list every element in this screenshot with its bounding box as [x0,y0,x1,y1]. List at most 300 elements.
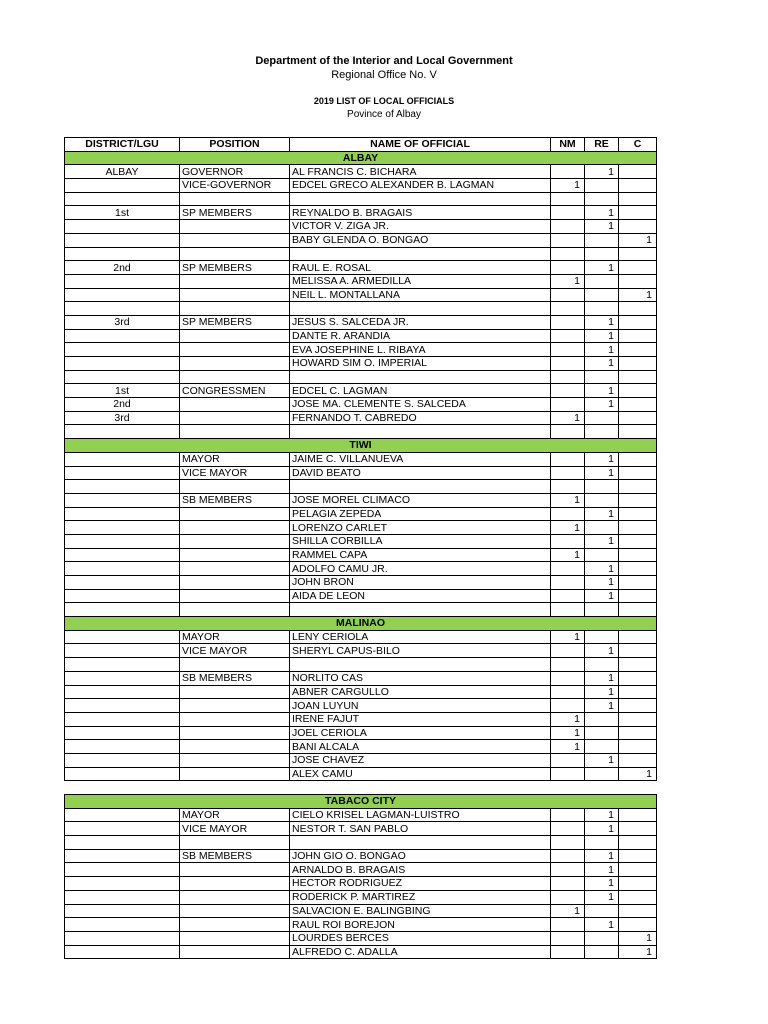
cell-name [290,192,551,206]
cell-name: DAVID BEATO [290,466,551,480]
cell-nm [551,644,585,658]
column-header-name: NAME OF OFFICIAL [290,138,551,152]
cell-district [65,220,180,234]
cell-position [180,343,290,357]
cell-re: 1 [585,534,619,548]
cell-nm [551,343,585,357]
cell-c [619,589,657,603]
cell-district: 2nd [65,398,180,412]
cell-position: SP MEMBERS [180,206,290,220]
table-row [65,671,657,685]
cell-re [585,658,619,672]
cell-re: 1 [585,329,619,343]
cell-re: 1 [585,644,619,658]
table-row [65,822,657,836]
table-row [65,576,657,590]
cell-name: ALFREDO C. ADALLA [290,945,551,959]
cell-name: JOSE MA. CLEMENTE S. SALCEDA [290,398,551,412]
cell-re [585,548,619,562]
cell-c [619,507,657,521]
cell-nm: 1 [551,274,585,288]
cell-re [585,931,619,945]
cell-name: ALEX CAMU [290,767,551,781]
table-row [65,548,657,562]
cell-position [180,192,290,206]
cell-c [619,480,657,494]
cell-re: 1 [585,589,619,603]
cell-position [180,576,290,590]
table-row [65,521,657,535]
cell-name: RAUL E. ROSAL [290,261,551,275]
cell-nm [551,822,585,836]
cell-nm [551,918,585,932]
table-row [65,931,657,945]
cell-position [180,658,290,672]
cell-name: AL FRANCIS C. BICHARA [290,165,551,179]
table-row [65,849,657,863]
cell-name: AIDA DE LEON [290,589,551,603]
cell-nm [551,576,585,590]
table-row [65,493,657,507]
cell-c [619,562,657,576]
cell-district [65,302,180,316]
cell-re [585,274,619,288]
cell-district [65,288,180,302]
cell-district [65,179,180,193]
section-header-row [65,439,657,453]
cell-position [180,740,290,754]
cell-nm [551,877,585,891]
cell-district [65,753,180,767]
cell-name [290,370,551,384]
cell-c [619,493,657,507]
cell-nm [551,247,585,261]
cell-c: 1 [619,931,657,945]
cell-position: SB MEMBERS [180,493,290,507]
cell-c: 1 [619,233,657,247]
table-row [65,808,657,822]
cell-nm: 1 [551,521,585,535]
cell-name [290,603,551,617]
cell-nm [551,398,585,412]
cell-re: 1 [585,507,619,521]
cell-district [65,548,180,562]
cell-name: JOSE MOREL CLIMACO [290,493,551,507]
cell-nm [551,384,585,398]
cell-district: 2nd [65,261,180,275]
table-row [65,192,657,206]
cell-district [65,863,180,877]
cell-re [585,630,619,644]
cell-re: 1 [585,699,619,713]
cell-position [180,370,290,384]
cell-c [619,699,657,713]
cell-c [619,849,657,863]
cell-name: NEIL L. MONTALLANA [290,288,551,302]
cell-re [585,247,619,261]
cell-position: MAYOR [180,808,290,822]
section-label: TIWI [65,439,657,453]
cell-position [180,589,290,603]
cell-c [619,658,657,672]
cell-c [619,603,657,617]
cell-name: ARNALDO B. BRAGAIS [290,863,551,877]
cell-re: 1 [585,822,619,836]
cell-c: 1 [619,767,657,781]
cell-position: GOVERNOR [180,165,290,179]
cell-c [619,411,657,425]
cell-c [619,685,657,699]
column-header-district: DISTRICT/LGU [65,138,180,152]
cell-nm [551,849,585,863]
cell-position [180,411,290,425]
cell-name: CIELO KRISEL LAGMAN-LUISTRO [290,808,551,822]
table-row [65,480,657,494]
cell-nm [551,685,585,699]
cell-nm: 1 [551,630,585,644]
cell-district [65,644,180,658]
cell-position [180,425,290,439]
cell-position [180,904,290,918]
cell-position [180,562,290,576]
cell-position [180,877,290,891]
cell-name: JAIME C. VILLANUEVA [290,452,551,466]
cell-c [619,671,657,685]
cell-position [180,685,290,699]
cell-name: RAMMEL CAPA [290,548,551,562]
table-row [65,726,657,740]
cell-position [180,288,290,302]
table-row [65,261,657,275]
cell-re [585,836,619,850]
section-header-row [65,795,657,809]
cell-district [65,849,180,863]
cell-c [619,329,657,343]
cell-nm [551,370,585,384]
cell-nm: 1 [551,411,585,425]
table-body [65,151,657,959]
cell-name: RODERICK P. MARTIREZ [290,890,551,904]
cell-c [619,726,657,740]
section-header-row [65,151,657,165]
cell-name: BANI ALCALA [290,740,551,754]
cell-position: MAYOR [180,452,290,466]
cell-c [619,534,657,548]
cell-c: 1 [619,288,657,302]
cell-position [180,699,290,713]
table-row [65,918,657,932]
cell-position [180,918,290,932]
cell-re: 1 [585,165,619,179]
cell-nm: 1 [551,904,585,918]
cell-re: 1 [585,357,619,371]
cell-name: RAUL ROI BOREJON [290,918,551,932]
cell-nm [551,425,585,439]
table-row [65,452,657,466]
section-label: MALINAO [65,617,657,631]
cell-district [65,576,180,590]
cell-name: LOURDES BERCES [290,931,551,945]
table-row [65,712,657,726]
cell-nm [551,589,585,603]
cell-position [180,726,290,740]
cell-re [585,411,619,425]
cell-re [585,712,619,726]
cell-name: JOHN BRON [290,576,551,590]
cell-c [619,452,657,466]
cell-nm [551,603,585,617]
cell-district [65,877,180,891]
cell-position: VICE-GOVERNOR [180,179,290,193]
cell-c [619,630,657,644]
cell-re [585,302,619,316]
cell-c [619,370,657,384]
cell-nm: 1 [551,726,585,740]
cell-c [619,890,657,904]
cell-district [65,357,180,371]
cell-re: 1 [585,466,619,480]
cell-c [619,398,657,412]
cell-position: VICE MAYOR [180,466,290,480]
cell-re [585,726,619,740]
cell-c [619,425,657,439]
section-header-row [65,617,657,631]
cell-name: BABY GLENDA O. BONGAO [290,233,551,247]
cell-name: NORLITO CAS [290,671,551,685]
cell-district [65,671,180,685]
table-row [65,507,657,521]
cell-c [619,302,657,316]
table-row [65,466,657,480]
cell-nm [551,261,585,275]
cell-re: 1 [585,206,619,220]
cell-c [619,877,657,891]
cell-nm [551,480,585,494]
cell-name: IRENE FAJUT [290,712,551,726]
cell-district [65,274,180,288]
table-row [65,589,657,603]
cell-nm [551,658,585,672]
cell-c [619,384,657,398]
cell-re: 1 [585,576,619,590]
cell-position: VICE MAYOR [180,644,290,658]
cell-position: CONGRESSMEN [180,384,290,398]
cell-re [585,740,619,754]
cell-district [65,904,180,918]
cell-c [619,261,657,275]
cell-name: FERNANDO T. CABREDO [290,411,551,425]
cell-re [585,603,619,617]
table-row [65,302,657,316]
cell-nm [551,699,585,713]
cell-district [65,630,180,644]
cell-c [619,165,657,179]
cell-name: JOHN GIO O. BONGAO [290,849,551,863]
cell-district [65,370,180,384]
table-row [65,233,657,247]
cell-re: 1 [585,315,619,329]
cell-district [65,808,180,822]
cell-district [65,931,180,945]
cell-name: VICTOR V. ZIGA JR. [290,220,551,234]
cell-name: JOEL CERIOLA [290,726,551,740]
column-header-c: C [619,138,657,152]
cell-position [180,220,290,234]
cell-district [65,712,180,726]
cell-c [619,863,657,877]
cell-district [65,589,180,603]
cell-c [619,179,657,193]
section-label: ALBAY [65,151,657,165]
cell-position [180,863,290,877]
cell-name: HOWARD SIM O. IMPERIAL [290,357,551,371]
cell-c [619,822,657,836]
cell-district: 3rd [65,315,180,329]
cell-district: 1st [65,206,180,220]
table-row [65,398,657,412]
cell-name: DANTE R. ARANDIA [290,329,551,343]
cell-c: 1 [619,945,657,959]
table-row [65,562,657,576]
cell-position: SB MEMBERS [180,671,290,685]
cell-re [585,945,619,959]
cell-name: SHERYL CAPUS-BILO [290,644,551,658]
cell-re: 1 [585,220,619,234]
cell-re [585,521,619,535]
cell-re: 1 [585,849,619,863]
cell-name: MELISSA A. ARMEDILLA [290,274,551,288]
cell-name: EDCEL GRECO ALEXANDER B. LAGMAN [290,179,551,193]
cell-re [585,493,619,507]
cell-position [180,548,290,562]
cell-re: 1 [585,808,619,822]
cell-district [65,507,180,521]
cell-re: 1 [585,685,619,699]
cell-c [619,521,657,535]
cell-re: 1 [585,562,619,576]
table-row [65,877,657,891]
cell-name [290,425,551,439]
table-row [65,863,657,877]
cell-position [180,767,290,781]
cell-re: 1 [585,877,619,891]
table-row [65,384,657,398]
cell-name: ADOLFO CAMU JR. [290,562,551,576]
cell-district [65,740,180,754]
cell-district [65,493,180,507]
cell-nm: 1 [551,740,585,754]
cell-nm [551,562,585,576]
cell-nm: 1 [551,548,585,562]
cell-name: JOSE CHAVEZ [290,753,551,767]
cell-c [619,548,657,562]
cell-nm [551,192,585,206]
cell-position [180,712,290,726]
cell-name: SALVACION E. BALINGBING [290,904,551,918]
table-row [65,945,657,959]
cell-district [65,822,180,836]
table-row [65,343,657,357]
cell-c [619,206,657,220]
cell-name: EDCEL C. LAGMAN [290,384,551,398]
cell-name: JOAN LUYUN [290,699,551,713]
cell-c [619,315,657,329]
cell-re: 1 [585,918,619,932]
cell-re [585,179,619,193]
cell-nm [551,836,585,850]
cell-district [65,343,180,357]
cell-position [180,302,290,316]
province-name: Povince of Albay [347,109,421,120]
table-row [65,288,657,302]
cell-district [65,329,180,343]
table-row [65,329,657,343]
cell-c [619,836,657,850]
table-row [65,165,657,179]
cell-name: PELAGIA ZEPEDA [290,507,551,521]
cell-c [619,904,657,918]
cell-district [65,192,180,206]
table-row [65,904,657,918]
office-name: Regional Office No. V [331,69,437,81]
cell-nm [551,753,585,767]
cell-c [619,343,657,357]
cell-position [180,931,290,945]
cell-re: 1 [585,384,619,398]
cell-position [180,357,290,371]
table-row [65,425,657,439]
cell-nm: 1 [551,493,585,507]
table-row [65,370,657,384]
cell-district [65,233,180,247]
table-row [65,274,657,288]
table-row [65,630,657,644]
cell-name [290,836,551,850]
cell-re: 1 [585,671,619,685]
cell-nm [551,452,585,466]
cell-position [180,890,290,904]
cell-re [585,425,619,439]
cell-position: VICE MAYOR [180,822,290,836]
table-row [65,220,657,234]
cell-c [619,808,657,822]
cell-c [619,274,657,288]
cell-c [619,357,657,371]
cell-district: 1st [65,384,180,398]
cell-re: 1 [585,343,619,357]
cell-nm [551,466,585,480]
cell-nm [551,315,585,329]
cell-nm [551,945,585,959]
cell-nm [551,534,585,548]
cell-nm [551,329,585,343]
table-row [65,767,657,781]
cell-district [65,945,180,959]
cell-nm [551,507,585,521]
table-row [65,836,657,850]
table-row [65,644,657,658]
cell-nm [551,220,585,234]
cell-district [65,699,180,713]
column-header-position: POSITION [180,138,290,152]
cell-district [65,521,180,535]
cell-district [65,658,180,672]
table-row [65,890,657,904]
cell-name [290,658,551,672]
cell-nm [551,357,585,371]
cell-name [290,247,551,261]
table-row [65,753,657,767]
